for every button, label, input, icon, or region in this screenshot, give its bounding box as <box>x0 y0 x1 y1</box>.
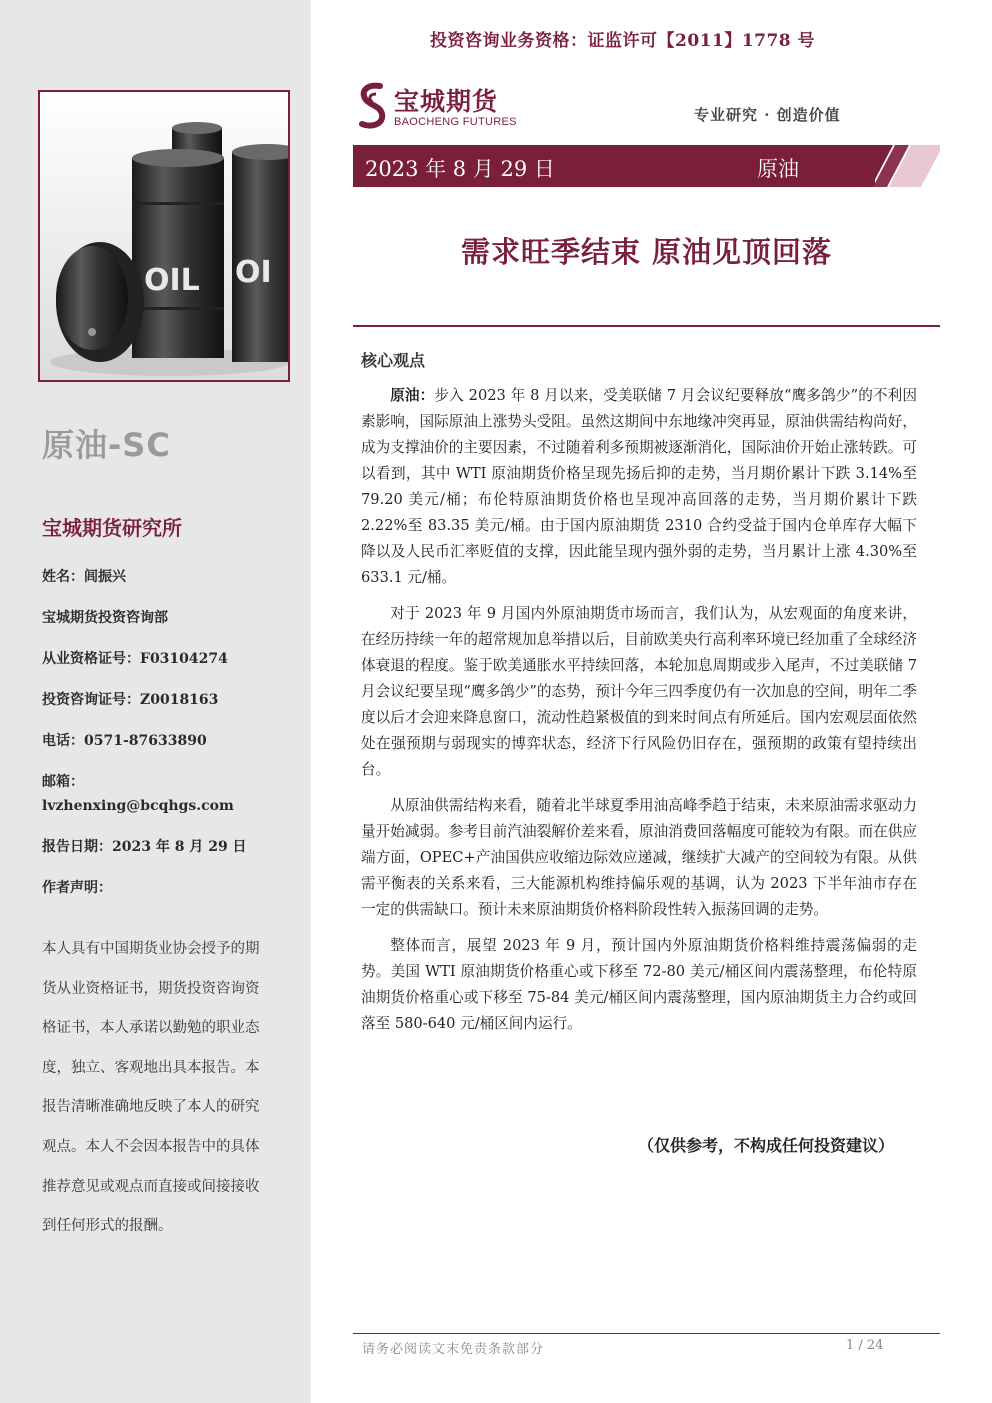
slogan: 专业研究 · 创造价值 <box>694 106 841 124</box>
report-date: 报告日期：2023 年 8 月 29 日 <box>42 839 247 855</box>
logo-mark-icon <box>356 82 390 130</box>
product-code: 原油-SC <box>42 426 171 464</box>
report-category: 原油 <box>757 157 799 181</box>
qualification-number: 从业资格证号：F03104274 <box>42 651 228 667</box>
phone: 电话：0571-87633890 <box>42 733 207 749</box>
paragraph-1 <box>361 383 917 591</box>
report-date-banner: 2023 年 8 月 29 日 <box>365 157 555 181</box>
institute-name: 宝城期货研究所 <box>42 516 182 540</box>
email-link[interactable]: lvzhenxing@bcqhgs.com <box>42 798 234 814</box>
author-statement: 本人具有中国期货业协会授予的期货从业资格证书，期货投资咨询资格证书，本人承诺以勤勉的职业态度，独立、客观地出具本报告。本报告清晰准确地反映了本人的研究观点。本人不会因本报告中的具体推荐意见或观点而直接或间接接收到任何形式的报酬。 <box>42 941 260 1235</box>
report-title: 需求旺季结束 原油见顶回落 <box>460 235 833 269</box>
license-statement: 投资咨询业务资格：证监许可【2011】1778 号 <box>430 31 816 51</box>
footer-note: 请务必阅读文末免责条款部分 <box>362 1342 545 1357</box>
footer-divider <box>353 1333 940 1334</box>
oil-barrels-illustration <box>40 92 288 380</box>
sidebar <box>0 0 311 1403</box>
paragraph-lead: 原油： <box>390 387 435 404</box>
company-logo <box>356 82 536 132</box>
author-name: 姓名：闾振兴 <box>42 569 126 585</box>
author-info <box>42 566 302 918</box>
paragraph-1-text: 步入 2023 年 8 月以来，受美联储 7 月会议纪要释放“鹰多鸽少”的不利因素影响，国际原油上涨势头受阻。虽然这期间中东地缘冲突再显，原油供需结构尚好，成为支撑油价的主要因素，不过随着利多预期被逐渐消化，国际油价开始止涨转跌。可以看到，其中 WTI 原油期货价格呈现先扬后抑的走势，当月期价累计下跌 3.14%至 79.20 美元/桶；布伦特原油期货价格也呈现冲高回落的走势，当月期价累计下跌 2.22%至 83.35 美元/桶。由于国内原油期货 2310 合约受益于国内仓单库存大幅下降以及人民币汇率贬值的支撑，因此能呈现内强外弱的走势，当月累计上涨 4.30%至 633.1 元/桶。 <box>361 387 917 586</box>
logo-text-cn: 宝城期货 <box>394 87 499 116</box>
author-dept: 宝城期货投资咨询部 <box>42 610 168 626</box>
date-banner <box>353 145 940 187</box>
barrel-label-right: OI <box>235 255 272 290</box>
cover-image <box>38 90 290 382</box>
section-heading: 核心观点 <box>361 351 426 370</box>
page-number: 1 / 24 <box>846 1338 884 1353</box>
paragraph-3: 从原油供需结构来看，随着北半球夏季用油高峰季趋于结束，未来原油需求驱动力量开始减弱。参考目前汽油裂解价差来看，原油消费回落幅度可能较为有限。而在供应端方面，OPEC+产油国供应收缩边际效应递减，继续扩大减产的空间较为有限。从供需平衡表的关系来看，三大能源机构维持偏乐观的基调，认为 2023 下半年油市存在一定的供需缺口。预计未来原油期货价格料阶段性转入振荡回调的走势。 <box>361 797 917 918</box>
logo-text-en: BAOCHENG FUTURES <box>394 116 517 128</box>
email-label: 邮箱： <box>42 774 84 790</box>
author-statement-label: 作者声明： <box>42 880 112 896</box>
paragraph-4: 整体而言，展望 2023 年 9 月，预计国内外原油期货价格料维持震荡偏弱的走势。美国 WTI 原油期货价格重心或下移至 72-80 美元/桶区间内震荡整理，布伦特原油期货价格重心或下移至 75-84 美元/桶区间内震荡整理，国内原油期货主力合约或回落至 580-640 元/桶区间内运行。 <box>361 937 917 1032</box>
title-divider <box>353 325 940 327</box>
barrel-label: OIL <box>144 263 200 298</box>
report-body <box>361 383 917 1047</box>
disclaimer: （仅供参考，不构成任何投资建议） <box>638 1136 895 1155</box>
paragraph-2: 对于 2023 年 9 月国内外原油期货市场而言，我们认为，从宏观面的角度来讲，在经历持续一年的超常规加息举措以后，目前欧美央行高利率环境已经加重了全球经济体衰退的程度。鉴于欧美通胀水平持续回落，本轮加息周期或步入尾声，不过美联储 7 月会议纪要呈现“鹰多鸽少”的态势，预计今年三四季度仍有一次加息的空间，明年二季度以后才会迎来降息窗口，流动性趋紧极值的到来时间点有所延后。国内宏观层面依然处在强预期与弱现实的博弈状态，经济下行风险仍旧存在，强预期的政策有望持续出台。 <box>361 605 917 778</box>
consulting-number: 投资咨询证号：Z0018163 <box>42 692 219 708</box>
